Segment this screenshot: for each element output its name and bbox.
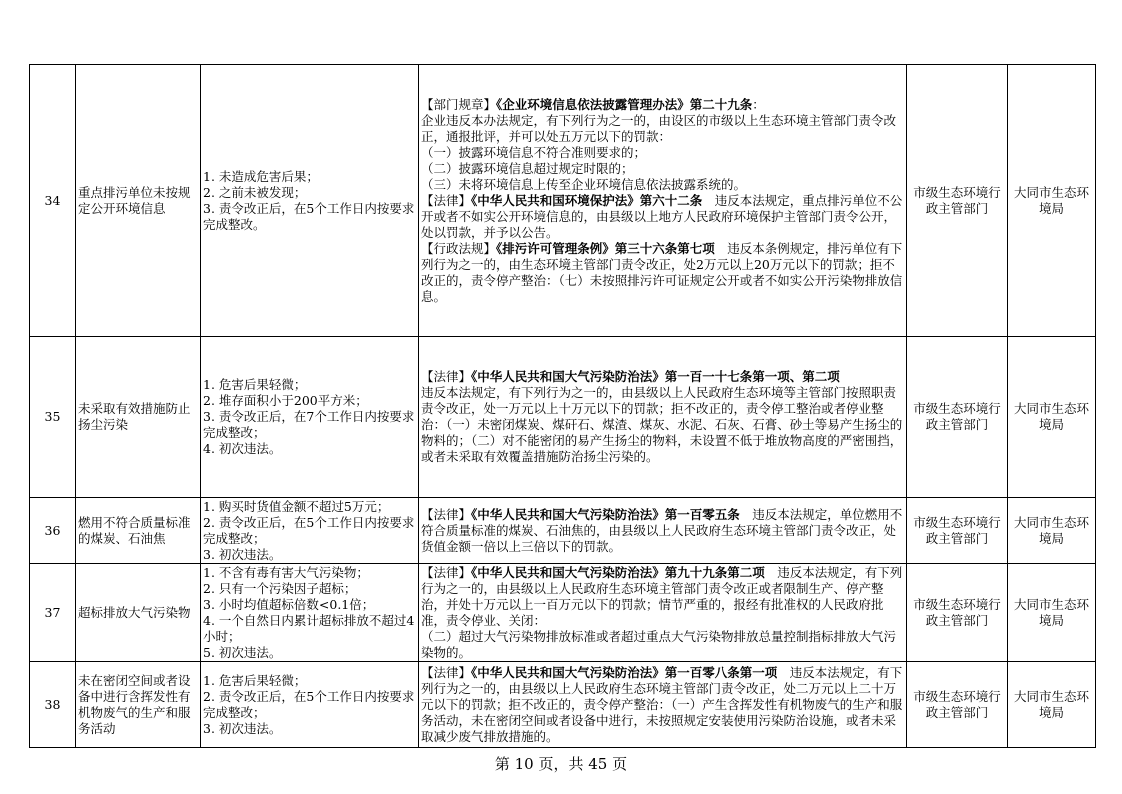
table-row	[30, 662, 1096, 748]
basis-text: 违反本法规定，有下列行为之一的，由县级以上人民政府生态环境主管部门责令改正或者限制生产、停产整治，并处十万元以上一百万元以下的罚款；情节严重的，报经有批准权的人民政府批准，责令停业、关闭：	[421, 564, 903, 628]
basis-text: ：	[752, 96, 765, 112]
exemption-conditions	[201, 498, 419, 564]
basis-paragraph	[421, 177, 904, 193]
enforcement-authority: 市级生态环境行政主管部门	[907, 337, 1008, 498]
enforcement-agency: 大同市生态环境局	[1008, 498, 1096, 564]
basis-paragraph	[421, 145, 904, 161]
basis-text: 违反本条例规定，排污单位有下列行为之一的，由生态环境主管部门责令改正，处2万元以上20万元以下的罚款；拒不改正的，责令停产整治：（七）未按照排污许可证规定公开或者不如实公开污染物排放信息。	[421, 240, 903, 304]
law-name: 《企业环境信息依法披露管理办法》第二十九条	[496, 96, 753, 112]
law-name: 《中华人民共和国大气污染防治法》第一百零五条	[471, 506, 740, 522]
table-row	[30, 498, 1096, 564]
enforcement-authority: 市级生态环境行政主管部门	[907, 498, 1008, 564]
condition-line: 3. 初次违法。	[203, 546, 282, 562]
condition-line: 4. 一个自然日内累计超标排放不超过4小时；	[203, 612, 415, 644]
condition-line: 1. 危害后果轻微；	[203, 672, 307, 688]
enforcement-agency: 大同市生态环境局	[1008, 337, 1096, 498]
condition-line: 4. 初次违法。	[203, 441, 282, 456]
row-number: 37	[30, 564, 76, 662]
row-number: 34	[30, 65, 76, 337]
basis-paragraph	[421, 385, 904, 465]
violation-item: 未在密闭空间或者设备中进行含挥发性有机物废气的生产和服务活动	[76, 662, 201, 748]
violation-item: 燃用不符合质量标准的煤炭、石油焦	[76, 498, 201, 564]
page-footer: 第 10 页，共 45 页	[494, 755, 628, 773]
basis-paragraph	[421, 565, 904, 629]
basis-tag: 【法律】	[421, 564, 472, 580]
basis-text: （二）超过大气污染物排放标准或者超过重点大气污染物排放总量控制指标排放大气污染物的。	[421, 628, 897, 660]
exemption-conditions	[201, 662, 419, 748]
enforcement-authority: 市级生态环境行政主管部门	[907, 662, 1008, 748]
violation-item: 未采取有效措施防止扬尘污染	[76, 337, 201, 498]
basis-text: （二）披露环境信息超过规定时限的；	[421, 160, 634, 176]
table-row	[30, 337, 1096, 498]
basis-paragraph	[421, 369, 904, 385]
legal-basis	[419, 337, 907, 498]
legal-basis	[419, 65, 907, 337]
condition-line: 1. 不含有毒有害大气污染物；	[203, 564, 369, 580]
law-name: 《中华人民共和国大气污染防治法》第九十九条第二项	[471, 564, 765, 580]
condition-line: 2. 之前未被发现；	[203, 184, 307, 200]
row-number: 38	[30, 662, 76, 748]
condition-line: 1. 未造成危害后果；	[203, 168, 319, 184]
basis-tag: 【法律】	[421, 664, 472, 680]
basis-paragraph	[421, 97, 904, 113]
basis-paragraph	[421, 161, 904, 177]
law-name: 《中华人民共和国大气污染防治法》第一百一十七条第一项、第二项	[471, 369, 840, 384]
row-number: 35	[30, 337, 76, 498]
condition-line: 1. 购买时货值金额不超过5万元；	[203, 498, 390, 514]
basis-paragraph	[421, 507, 904, 555]
condition-line: 3. 小时均值超标倍数<0.1倍；	[203, 596, 375, 612]
basis-paragraph	[421, 629, 904, 661]
enforcement-authority: 市级生态环境行政主管部门	[907, 65, 1008, 337]
basis-tag: 【行政法规】	[421, 240, 497, 256]
condition-line: 3. 责令改正后，在7个工作日内按要求完成整改；	[203, 409, 415, 440]
condition-line: 1. 危害后果轻微；	[203, 377, 307, 392]
condition-line: 5. 初次违法。	[203, 644, 282, 660]
basis-tag: 【部门规章】	[421, 96, 497, 112]
exemption-conditions	[201, 65, 419, 337]
enforcement-agency: 大同市生态环境局	[1008, 662, 1096, 748]
legal-basis	[419, 564, 907, 662]
exemption-conditions	[201, 564, 419, 662]
basis-paragraph	[421, 193, 904, 241]
law-name: 《中华人民共和国环境保护法》第六十二条	[471, 192, 703, 208]
table-row	[30, 65, 1096, 337]
condition-line: 2. 堆存面积小于200平方米；	[203, 393, 368, 408]
condition-line: 3. 初次违法。	[203, 720, 282, 736]
table-row	[30, 564, 1096, 662]
basis-text: （三）未将环境信息上传至企业环境信息依法披露系统的。	[421, 176, 747, 192]
law-name: 《排污许可管理条例》第三十六条第七项	[496, 240, 715, 256]
violation-item: 重点排污单位未按规定公开环境信息	[76, 65, 201, 337]
basis-text: 违反本法规定，重点排污单位不公开或者不如实公开环境信息的，由县级以上地方人民政府环境保护主管部门责令公开，处以罚款，并予以公告。	[421, 192, 903, 240]
condition-line: 3. 责令改正后，在5个工作日内按要求完成整改。	[203, 200, 415, 232]
violation-item: 超标排放大气污染物	[76, 564, 201, 662]
legal-basis	[419, 662, 907, 748]
basis-paragraph	[421, 241, 904, 305]
basis-text: 违反本法规定，有下列行为之一的，由县级以上人民政府生态环境等主管部门按照职责责令改正，处一万元以上十万元以下的罚款；拒不改正的，责令停工整治或者停业整治：（一）未密闭煤炭、煤矸石、煤渣、煤灰、水泥、石灰、石膏、砂土等易产生扬尘的物料的；（二）对不能密闭的易产生扬尘的物料，未设置不低于堆放物高度的严密围挡，或者未采取有效覆盖措施防治扬尘污染的。	[421, 385, 903, 464]
condition-line: 2. 责令改正后，在5个工作日内按要求完成整改；	[203, 514, 415, 546]
basis-text: 企业违反本办法规定，有下列行为之一的，由设区的市级以上生态环境主管部门责令改正，通报批评，并可以处五万元以下的罚款：	[421, 112, 897, 144]
legal-basis	[419, 498, 907, 564]
basis-text: （一）披露环境信息不符合准则要求的；	[421, 144, 647, 160]
law-name: 《中华人民共和国大气污染防治法》第一百零八条第一项	[471, 664, 778, 680]
basis-paragraph	[421, 113, 904, 145]
row-number: 36	[30, 498, 76, 564]
enforcement-agency: 大同市生态环境局	[1008, 564, 1096, 662]
basis-tag: 【法律】	[421, 506, 472, 522]
exemption-conditions	[201, 337, 419, 498]
condition-line: 2. 只有一个污染因子超标；	[203, 580, 357, 596]
condition-line: 2. 责令改正后，在5个工作日内按要求完成整改；	[203, 688, 415, 720]
basis-tag: 【法律】	[421, 192, 472, 208]
enforcement-agency: 大同市生态环境局	[1008, 65, 1096, 337]
basis-tag: 【法律】	[421, 369, 472, 384]
basis-text: 违反本法规定，有下列行为之一的，由县级以上人民政府生态环境主管部门责令改正，处二万元以上二十万元以下的罚款；拒不改正的，责令停产整治：（一）产生含挥发性有机物废气的生产和服务活动，未在密闭空间或者设备中进行，未按照规定安装使用污染防治设施，或者未采取减少废气排放措施的。	[421, 664, 903, 744]
enforcement-authority: 市级生态环境行政主管部门	[907, 564, 1008, 662]
basis-paragraph	[421, 665, 904, 745]
regulation-table	[29, 64, 1096, 748]
basis-text: 违反本法规定，单位燃用不符合质量标准的煤炭、石油焦的，由县级以上人民政府生态环境主管部门责令改正，处货值金额一倍以上三倍以下的罚款。	[421, 506, 903, 554]
